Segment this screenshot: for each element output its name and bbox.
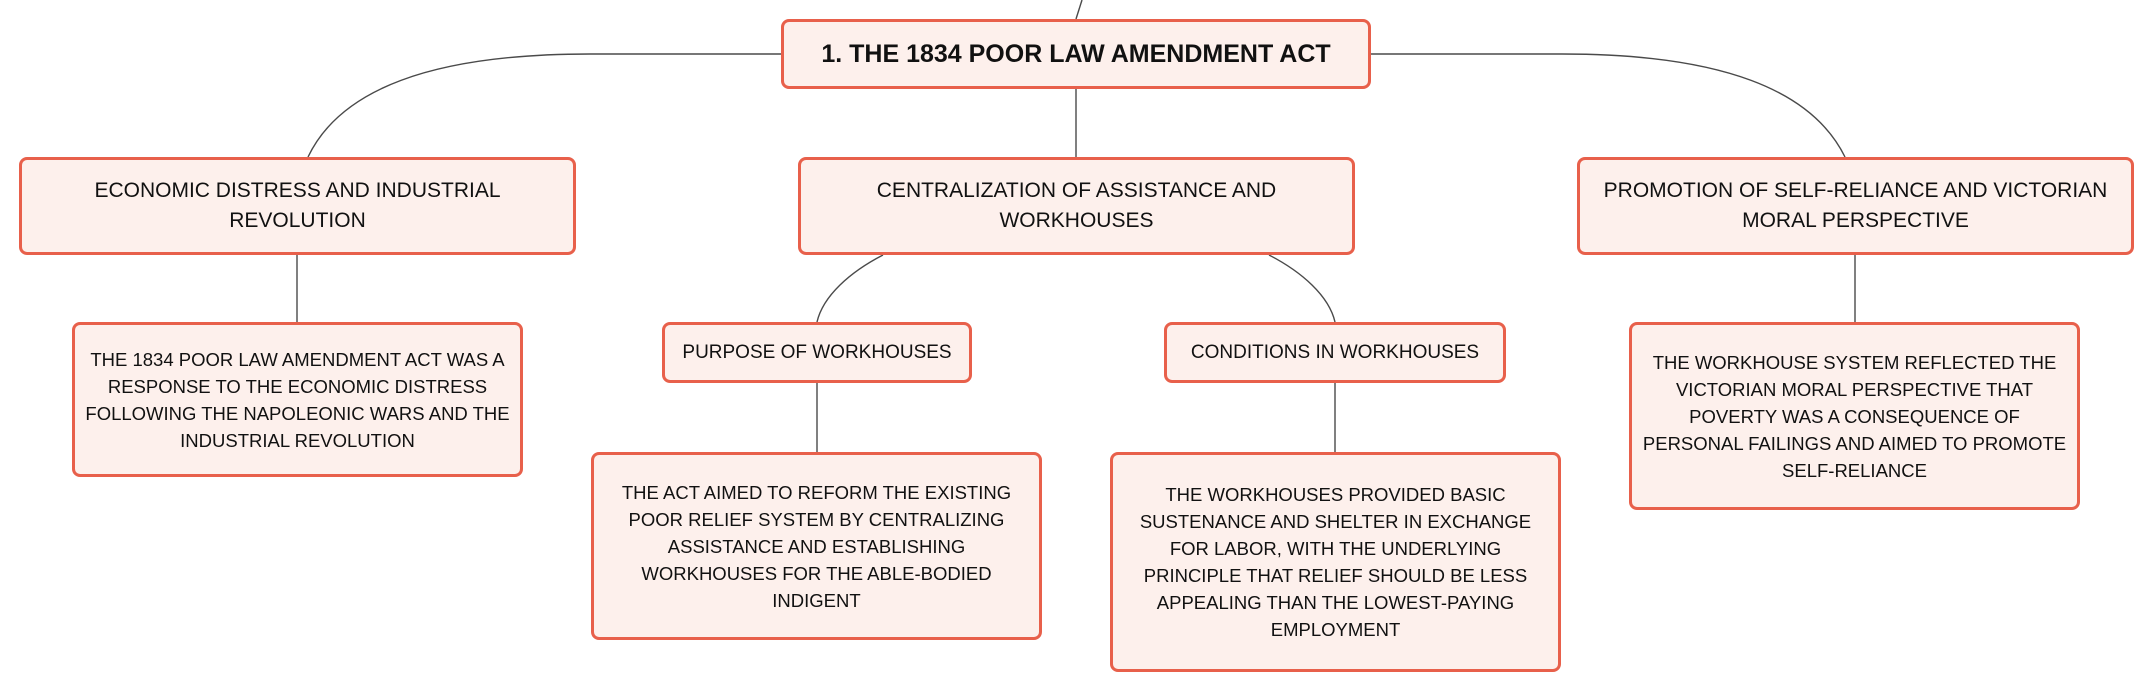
conditions-in-workhouses-node[interactable] — [1164, 322, 1506, 383]
connector-root-to-self-reliance — [1371, 54, 1845, 157]
economic-distress-detail-text: THE 1834 POOR LAW AMENDMENT ACT WAS A RESPONSE TO THE ECONOMIC DISTRESS FOLLOWING THE NAPOLEONIC WARS AND THE INDUSTRIAL REVOLUTION — [85, 348, 510, 451]
purpose-of-workhouses-node[interactable] — [662, 322, 972, 383]
centralization-label: CENTRALIZATION OF ASSISTANCE AND WORKHOUSES — [876, 179, 1277, 232]
conditions-detail-node[interactable] — [1110, 452, 1561, 672]
conditions-in-workhouses-label: CONDITIONS IN WORKHOUSES — [1190, 341, 1480, 363]
self-reliance-label: PROMOTION OF SELF-RELIANCE AND VICTORIAN MORAL PERSPECTIVE — [1603, 179, 2108, 232]
economic-distress-detail-node[interactable] — [72, 322, 523, 477]
self-reliance-detail-node[interactable] — [1629, 322, 2080, 510]
conditions-detail-text: THE WORKHOUSES PROVIDED BASIC SUSTENANCE AND SHELTER IN EXCHANGE FOR LABOR, WITH THE UNDERLYING PRINCIPLE THAT RELIEF SHOULD BE LESS APPEALING THAN THE LOWEST-PAYING EMPLOYMENT — [1139, 484, 1532, 640]
self-reliance-node[interactable] — [1577, 157, 2134, 255]
purpose-detail-node[interactable] — [591, 452, 1042, 640]
centralization-node[interactable] — [798, 157, 1355, 255]
connector-centralization-to-conditions — [1269, 255, 1335, 322]
economic-distress-label: ECONOMIC DISTRESS AND INDUSTRIAL REVOLUTION — [94, 179, 501, 232]
connector-parent-to-root — [1076, 0, 1082, 19]
self-reliance-detail-text: THE WORKHOUSE SYSTEM REFLECTED THE VICTORIAN MORAL PERSPECTIVE THAT POVERTY WAS A CONSEQUENCE OF PERSONAL FAILINGS AND AIMED TO PROMOTE SELF-RELIANCE — [1642, 351, 2067, 481]
economic-distress-node[interactable] — [19, 157, 576, 255]
root-topic-label: 1. THE 1834 POOR LAW AMENDMENT ACT — [821, 39, 1331, 68]
root-topic-node[interactable] — [781, 19, 1371, 89]
purpose-detail-text: THE ACT AIMED TO REFORM THE EXISTING POOR RELIEF SYSTEM BY CENTRALIZING ASSISTANCE AND ESTABLISHING WORKHOUSES FOR THE ABLE-BODIED INDIGENT — [621, 481, 1012, 611]
connector-centralization-to-purpose — [817, 255, 883, 322]
connector-root-to-economic — [308, 54, 781, 157]
purpose-of-workhouses-label: PURPOSE OF WORKHOUSES — [682, 341, 952, 363]
